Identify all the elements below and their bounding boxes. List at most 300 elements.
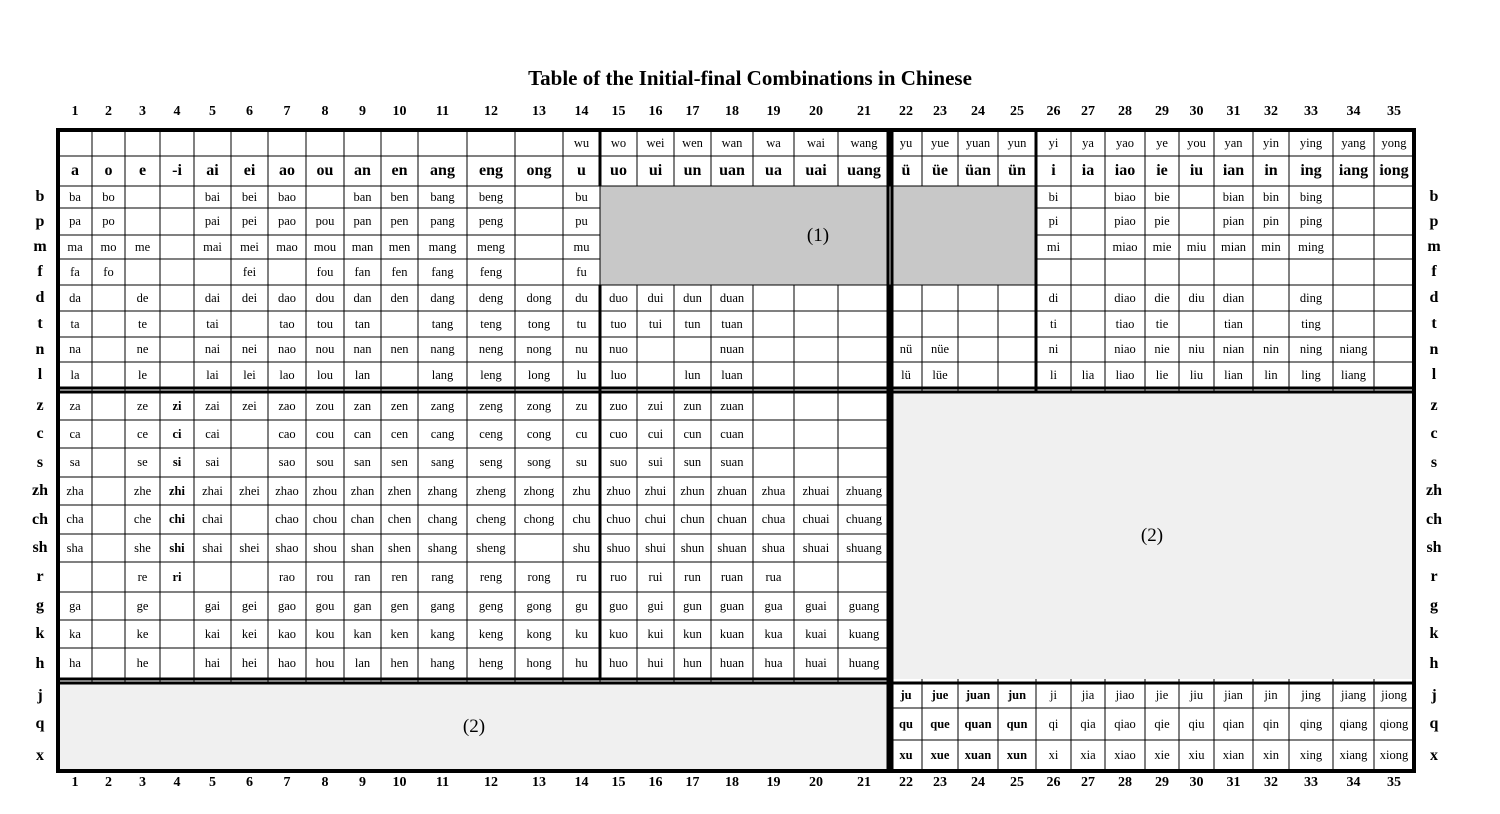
syllable-cell: jiu: [1189, 688, 1204, 702]
syllable-cell: zao: [278, 399, 296, 413]
syllable-cell: nian: [1222, 342, 1245, 356]
syllable-cell: bian: [1222, 190, 1245, 204]
syllable-cell: jun: [1007, 688, 1027, 702]
syllable-cell: kua: [764, 627, 783, 641]
initial-label: sh: [1426, 539, 1442, 556]
final-spelling-alt: ya: [1082, 136, 1094, 150]
syllable-cell: dong: [526, 291, 552, 305]
syllable-cell: chuang: [845, 512, 883, 526]
syllable-cell: qiong: [1379, 717, 1409, 731]
column-number: 9: [359, 775, 366, 790]
syllable-cell: lang: [431, 368, 454, 382]
initial-label: s: [36, 453, 44, 471]
syllable-cell: heng: [478, 656, 504, 670]
syllable-cell: gui: [647, 599, 664, 613]
initial-label: n: [35, 340, 45, 358]
initial-label: zh: [1426, 482, 1442, 499]
syllable-cell: biao: [1114, 190, 1136, 204]
syllable-cell: niang: [1339, 342, 1368, 356]
final-header: u: [577, 162, 586, 179]
syllable-cell: xia: [1080, 748, 1096, 762]
column-number: 6: [246, 775, 253, 790]
syllable-cell: jiong: [1381, 688, 1407, 702]
final-header: iong: [1379, 162, 1409, 179]
syllable-cell: miu: [1186, 240, 1207, 254]
syllable-cell: nüe: [930, 342, 950, 356]
syllable-cell: te: [137, 317, 148, 331]
column-number: 15: [611, 775, 626, 790]
final-header: ou: [316, 162, 334, 179]
final-spelling-alt: yong: [1381, 136, 1407, 150]
syllable-cell: ga: [69, 599, 81, 613]
syllable-cell: zang: [430, 399, 455, 413]
syllable-cell: dun: [683, 291, 702, 305]
initial-label: p: [35, 212, 45, 230]
column-number: 29: [1155, 775, 1169, 790]
syllable-cell: keng: [478, 627, 504, 641]
syllable-cell: qu: [899, 717, 913, 731]
syllable-cell: dei: [241, 291, 258, 305]
syllable-cell: tian: [1224, 317, 1243, 331]
syllable-cell: xing: [1299, 748, 1323, 762]
final-spelling-alt: ye: [1156, 136, 1168, 150]
syllable-cell: reng: [479, 570, 503, 584]
syllable-cell: nuan: [719, 342, 745, 356]
column-number: 18: [725, 775, 739, 790]
syllable-cell: kuan: [719, 627, 745, 641]
syllable-cell: tun: [684, 317, 701, 331]
syllable-cell: zhua: [761, 484, 786, 498]
syllable-cell: xiang: [1339, 748, 1368, 762]
syllable-cell: ning: [1299, 342, 1323, 356]
syllable-cell: nie: [1154, 342, 1170, 356]
initial-label: sh: [32, 539, 48, 556]
syllable-cell: niu: [1188, 342, 1205, 356]
syllable-cell: di: [1048, 291, 1059, 305]
initial-label: r: [1430, 568, 1438, 585]
final-spelling-alt: wo: [610, 136, 627, 150]
syllable-cell: shun: [680, 541, 705, 555]
syllable-cell: tan: [354, 317, 371, 331]
initial-label: g: [1430, 597, 1438, 614]
syllable-cell: kei: [241, 627, 258, 641]
syllable-cell: dian: [1222, 291, 1245, 305]
syllable-cell: lia: [1081, 368, 1095, 382]
syllable-cell: mang: [428, 240, 457, 254]
column-number: 22: [899, 104, 913, 119]
syllable-cell: kuang: [848, 627, 880, 641]
initial-label: x: [1430, 746, 1438, 764]
syllable-cell: qie: [1154, 717, 1170, 731]
final-spelling-alt: yue: [930, 136, 950, 150]
column-number: 1: [71, 104, 79, 119]
region-label-2: (2): [462, 716, 486, 737]
syllable-cell: nou: [315, 342, 335, 356]
final-spelling-alt: yin: [1263, 136, 1279, 150]
syllable-cell: huai: [805, 656, 827, 670]
syllable-cell: qing: [1299, 717, 1323, 731]
column-number: 31: [1226, 775, 1241, 790]
syllable-cell: xie: [1154, 748, 1170, 762]
syllable-cell: ming: [1298, 240, 1324, 254]
syllable-cell: mian: [1221, 240, 1246, 254]
syllable-cell: kui: [647, 627, 664, 641]
syllable-cell: run: [684, 570, 701, 584]
syllable-cell: zheng: [476, 484, 506, 498]
column-number: 35: [1387, 775, 1401, 790]
final-spelling-alt: wei: [646, 136, 665, 150]
syllable-cell: zai: [205, 399, 220, 413]
syllable-cell: lun: [684, 368, 701, 382]
final-spelling-alt: yang: [1341, 136, 1366, 150]
syllable-cell: xiong: [1379, 748, 1409, 762]
syllable-cell: li: [1050, 368, 1057, 382]
initial-label: zh: [32, 482, 48, 499]
syllable-cell: nai: [204, 342, 221, 356]
syllable-cell: ce: [136, 427, 149, 441]
syllable-cell: kuo: [609, 627, 628, 641]
syllable-cell: ke: [136, 627, 149, 641]
column-number: 33: [1304, 104, 1318, 119]
syllable-cell: zi: [172, 399, 182, 413]
column-number: 1: [71, 775, 79, 790]
syllable-cell: bao: [277, 190, 297, 204]
syllable-cell: zui: [647, 399, 664, 413]
syllable-cell: kun: [683, 627, 702, 641]
syllable-cell: piao: [1114, 214, 1136, 228]
syllable-cell: kong: [526, 627, 552, 641]
final-header: iao: [1114, 162, 1136, 179]
syllable-cell: rua: [765, 570, 782, 584]
syllable-cell: me: [134, 240, 151, 254]
syllable-cell: cuan: [720, 427, 744, 441]
syllable-cell: diao: [1114, 291, 1136, 305]
syllable-cell: que: [930, 717, 950, 731]
column-number: 30: [1189, 104, 1204, 119]
final-spelling-alt: [92, 130, 125, 156]
syllable-cell: cang: [430, 427, 455, 441]
syllable-cell: mo: [100, 240, 117, 254]
syllable-cell: re: [137, 570, 148, 584]
syllable-cell: ling: [1301, 368, 1321, 382]
syllable-cell: se: [137, 455, 148, 469]
syllable-cell: juan: [965, 688, 991, 702]
syllable-cell: tai: [206, 317, 219, 331]
final-header: i: [1051, 162, 1056, 179]
syllable-cell: gao: [277, 599, 297, 613]
syllable-cell: qian: [1222, 717, 1245, 731]
syllable-cell: shai: [202, 541, 223, 555]
syllable-cell: de: [136, 291, 149, 305]
syllable-cell: nuo: [609, 342, 628, 356]
syllable-cell: zhei: [239, 484, 260, 498]
column-number: 6: [246, 104, 253, 119]
syllable-cell: san: [354, 455, 371, 469]
initial-label: k: [35, 625, 45, 642]
syllable-cell: kao: [277, 627, 297, 641]
syllable-cell: jie: [1155, 688, 1169, 702]
initial-label: j: [37, 686, 43, 704]
final-header: ian: [1222, 162, 1245, 179]
syllable-cell: long: [527, 368, 551, 382]
syllable-cell: shuan: [717, 541, 747, 555]
syllable-cell: rou: [316, 570, 334, 584]
syllable-cell: duo: [609, 291, 628, 305]
column-number: 11: [435, 104, 450, 119]
syllable-cell: ban: [353, 190, 372, 204]
column-number: 28: [1118, 104, 1132, 119]
syllable-cell: shu: [572, 541, 591, 555]
final-spelling-alt: wen: [682, 136, 703, 150]
column-number: 20: [809, 775, 823, 790]
syllable-cell: zhu: [572, 484, 591, 498]
syllable-cell: liang: [1341, 368, 1366, 382]
syllable-cell: qiang: [1339, 717, 1368, 731]
syllable-cell: cui: [647, 427, 664, 441]
syllable-cell: pian: [1222, 214, 1245, 228]
syllable-cell: shen: [388, 541, 411, 555]
syllable-cell: gua: [764, 599, 783, 613]
initial-label: c: [1430, 425, 1438, 442]
syllable-cell: kou: [315, 627, 335, 641]
column-number: 22: [899, 775, 913, 790]
syllable-cell: sha: [66, 541, 84, 555]
syllable-cell: rong: [527, 570, 551, 584]
syllable-cell: mou: [313, 240, 337, 254]
column-number: 23: [933, 104, 947, 119]
syllable-cell: seng: [479, 455, 503, 469]
final-spelling-alt: [418, 130, 467, 156]
syllable-cell: ken: [390, 627, 409, 641]
final-spelling-alt: [160, 130, 194, 156]
syllable-cell: zhuang: [845, 484, 883, 498]
syllable-cell: zuan: [720, 399, 744, 413]
syllable-cell: ni: [1048, 342, 1059, 356]
column-number: 34: [1346, 104, 1361, 119]
syllable-cell: tu: [576, 317, 587, 331]
syllable-cell: fan: [354, 265, 371, 279]
initial-label: d: [35, 289, 45, 306]
syllable-cell: lüe: [932, 368, 948, 382]
syllable-cell: zhao: [275, 484, 299, 498]
column-number: 17: [685, 775, 700, 790]
syllable-cell: dang: [430, 291, 455, 305]
syllable-cell: geng: [478, 599, 504, 613]
syllable-cell: xun: [1006, 748, 1028, 762]
column-number: 3: [139, 775, 146, 790]
syllable-cell: zhi: [169, 484, 185, 498]
syllable-cell: zan: [353, 399, 372, 413]
syllable-cell: mai: [203, 240, 222, 254]
initial-label: h: [1429, 654, 1439, 672]
syllable-cell: qun: [1006, 717, 1028, 731]
syllable-cell: chuo: [606, 512, 631, 526]
initial-label: ch: [32, 510, 48, 528]
syllable-cell: huo: [609, 656, 628, 670]
syllable-cell: tong: [527, 317, 551, 331]
syllable-cell: ge: [136, 599, 149, 613]
syllable-cell: bin: [1263, 190, 1279, 204]
syllable-cell: quan: [964, 717, 992, 731]
syllable-cell: hong: [526, 656, 552, 670]
final-header: -i: [172, 162, 182, 179]
final-spelling-alt: wa: [766, 136, 781, 150]
syllable-cell: nan: [353, 342, 372, 356]
syllable-cell: shuai: [802, 541, 830, 555]
syllable-cell: ceng: [479, 427, 503, 441]
syllable-cell: lu: [576, 368, 587, 382]
final-spelling-alt: [125, 130, 160, 156]
final-header: ui: [648, 162, 663, 179]
final-spelling-alt: [268, 130, 306, 156]
syllable-cell: gou: [315, 599, 335, 613]
final-header: eng: [479, 162, 503, 179]
syllable-cell: pai: [204, 214, 221, 228]
column-number: 18: [725, 104, 739, 119]
syllable-cell: cao: [278, 427, 296, 441]
syllable-cell: gu: [575, 599, 588, 613]
syllable-cell: cen: [390, 427, 409, 441]
final-header: in: [1264, 162, 1278, 179]
final-header: a: [71, 162, 79, 179]
column-number: 34: [1346, 775, 1361, 790]
initial-label: z: [36, 397, 44, 414]
syllable-cell: xi: [1048, 748, 1059, 762]
final-spelling-alt: wu: [573, 136, 590, 150]
syllable-cell: hou: [315, 656, 335, 670]
column-number: 12: [484, 104, 498, 119]
syllable-cell: jiang: [1341, 688, 1366, 702]
syllable-cell: ku: [575, 627, 588, 641]
syllable-cell: bing: [1299, 190, 1323, 204]
final-header: uo: [610, 162, 627, 179]
syllable-cell: tiao: [1115, 317, 1135, 331]
final-spelling-alt: [381, 130, 418, 156]
syllable-cell: bu: [575, 190, 588, 204]
column-number: 27: [1081, 104, 1095, 119]
syllable-cell: cun: [683, 427, 702, 441]
column-number: 17: [685, 104, 700, 119]
syllable-cell: ba: [69, 190, 81, 204]
syllable-cell: ca: [69, 427, 81, 441]
column-number: 31: [1226, 104, 1241, 119]
syllable-cell: zun: [683, 399, 702, 413]
syllable-cell: hao: [277, 656, 297, 670]
syllable-cell: gai: [204, 599, 221, 613]
final-header: ao: [279, 162, 295, 179]
column-number: 35: [1387, 104, 1401, 119]
syllable-cell: chua: [761, 512, 786, 526]
syllable-cell: hua: [764, 656, 783, 670]
column-number: 21: [857, 104, 871, 119]
column-number: 14: [574, 104, 589, 119]
syllable-cell: xian: [1222, 748, 1245, 762]
region-label-1: (1): [806, 224, 830, 246]
syllable-cell: chai: [202, 512, 223, 526]
syllable-cell: ma: [67, 240, 83, 254]
syllable-cell: peng: [478, 214, 504, 228]
syllable-cell: bei: [241, 190, 258, 204]
syllable-cell: lin: [1264, 368, 1278, 382]
syllable-cell: hen: [390, 656, 409, 670]
syllable-cell: deng: [478, 291, 504, 305]
syllable-cell: nao: [277, 342, 297, 356]
initial-label: c: [36, 425, 44, 442]
column-number: 29: [1155, 104, 1169, 119]
syllable-cell: tuo: [610, 317, 627, 331]
syllable-cell: zuo: [609, 399, 628, 413]
final-spelling-alt: [467, 130, 515, 156]
column-number: 2: [105, 775, 112, 790]
syllable-cell: suan: [720, 455, 744, 469]
syllable-cell: tou: [317, 317, 333, 331]
syllable-cell: nang: [430, 342, 455, 356]
syllable-cell: pi: [1048, 214, 1059, 228]
final-header: ia: [1081, 162, 1095, 179]
syllable-cell: xu: [899, 748, 913, 762]
syllable-cell: nong: [526, 342, 552, 356]
syllable-cell: dao: [277, 291, 297, 305]
syllable-cell: zhuan: [717, 484, 747, 498]
syllable-cell: ru: [576, 570, 587, 584]
syllable-cell: tang: [431, 317, 454, 331]
syllable-cell: mu: [573, 240, 590, 254]
final-spelling-alt: yao: [1115, 136, 1135, 150]
column-number: 15: [611, 104, 626, 119]
syllable-cell: la: [70, 368, 80, 382]
syllable-cell: zhui: [644, 484, 667, 498]
syllable-cell: die: [1154, 291, 1170, 305]
syllable-cell: hai: [204, 656, 221, 670]
syllable-cell: fo: [103, 265, 114, 279]
syllable-cell: gang: [430, 599, 455, 613]
syllable-cell: jue: [931, 688, 949, 702]
syllable-cell: jing: [1301, 688, 1321, 702]
syllable-cell: shuo: [606, 541, 631, 555]
syllable-cell: sui: [648, 455, 663, 469]
syllable-cell: shang: [427, 541, 458, 555]
initial-label: x: [36, 746, 44, 764]
syllable-cell: lan: [354, 368, 371, 382]
syllable-cell: tuan: [721, 317, 743, 331]
syllable-cell: nu: [575, 342, 588, 356]
syllable-cell: guai: [805, 599, 827, 613]
initial-label: l: [37, 366, 43, 383]
syllable-cell: ping: [1299, 214, 1323, 228]
initial-label: s: [1430, 453, 1438, 471]
column-number: 21: [857, 775, 871, 790]
syllable-cell: qin: [1263, 717, 1279, 731]
syllable-cell: nü: [899, 342, 913, 356]
syllable-cell: tie: [1155, 317, 1169, 331]
final-header: ün: [1008, 162, 1026, 179]
syllable-cell: duan: [719, 291, 745, 305]
syllable-cell: diu: [1188, 291, 1205, 305]
initial-label: f: [1431, 263, 1437, 280]
syllable-cell: qiao: [1114, 717, 1136, 731]
syllable-cell: ti: [1050, 317, 1057, 331]
final-header: ing: [1300, 162, 1322, 179]
syllable-cell: niao: [1114, 342, 1136, 356]
final-header: iang: [1338, 162, 1369, 179]
syllable-cell: zhe: [133, 484, 152, 498]
syllable-cell: kuai: [805, 627, 827, 641]
syllable-cell: xiao: [1114, 748, 1136, 762]
final-header: ü: [901, 162, 911, 179]
syllable-cell: tao: [279, 317, 295, 331]
syllable-cell: chao: [275, 512, 299, 526]
final-header: uan: [719, 162, 745, 179]
